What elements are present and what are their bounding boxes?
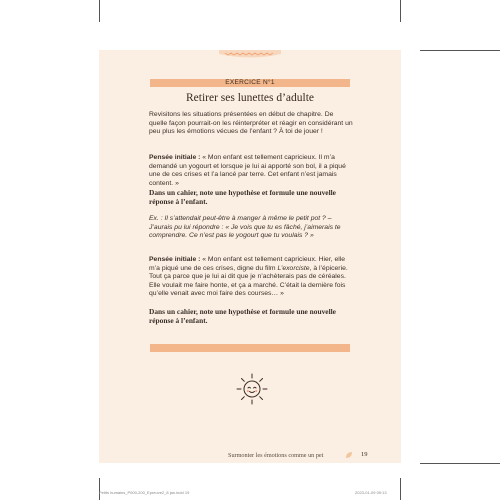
thought-2 <box>149 256 353 299</box>
thought-1-label: Pensée initiale : <box>149 154 201 161</box>
intro-paragraph: Revisitons les situations présentées en début de chapitre. De quelle façon pourrait-on les réinterpréter et réagir en considérant un peu plus les émotions vécues de l’enfant ? À toi de jouer ! <box>149 111 353 136</box>
thought-2-film: L’exorciste <box>277 264 310 272</box>
exercise-label: EXERCICE N°1 <box>150 79 350 87</box>
instruction-1: Dans un cahier, note une hypothèse et formule une nouvelle réponse à l’enfant. <box>149 188 336 206</box>
print-slug-file: Petits humains_P000-200_Epreuve2_8 jan.indd 19 <box>99 490 190 495</box>
example-text: Il s’attendait peut-être à manger à même le petit pot ? – J’aurais pu lui répondre : « Je vois que tu es fâché, j’aimerais te comprendre. Ce n’est pas le yogourt que tu voulais ? » <box>149 215 341 240</box>
page-number: 19 <box>361 451 368 458</box>
page-title: Retirer ses lunettes d’adulte <box>185 92 315 104</box>
thought-2-label: Pensée initiale : <box>149 256 201 263</box>
thought-1-text: « Mon enfant est tellement capricieux. Il m’a demandé un yogourt et lorsque je lui ai apporté son bol, il a piqué une de ces crises et l’a lancé par terre. Cet enfant n’est jamais content. » <box>149 154 346 187</box>
bottom-accent-bar <box>150 344 350 352</box>
thought-2-text-a: « Mon enfant est tellement capricieux. Hier, elle m’a piqué une de ces crises, digne du film <box>149 256 346 272</box>
thought-2-text-b: , à l’épicerie. Tout ça parce que je lui ai dit que je n’achèterais pas de céréales. Elle voulait me faire honte, et ça a marché. C’était la dernière fois qu’elle venait avec moi faire des courses… » <box>149 264 348 298</box>
example-prefix: Ex. : <box>149 215 165 222</box>
example-paragraph <box>149 215 353 241</box>
smiling-sun-icon <box>235 372 269 406</box>
thought-1 <box>149 154 353 188</box>
decorative-tab-icon <box>219 50 281 59</box>
instruction-2: Dans un cahier, note une hypothèse et formule une nouvelle réponse à l’enfant. <box>149 307 336 325</box>
print-slug-date: 2023-01-09 09:13 <box>355 490 387 495</box>
leaf-icon <box>345 451 353 459</box>
running-footer: Surmonter les émotions comme un pet <box>228 452 324 459</box>
